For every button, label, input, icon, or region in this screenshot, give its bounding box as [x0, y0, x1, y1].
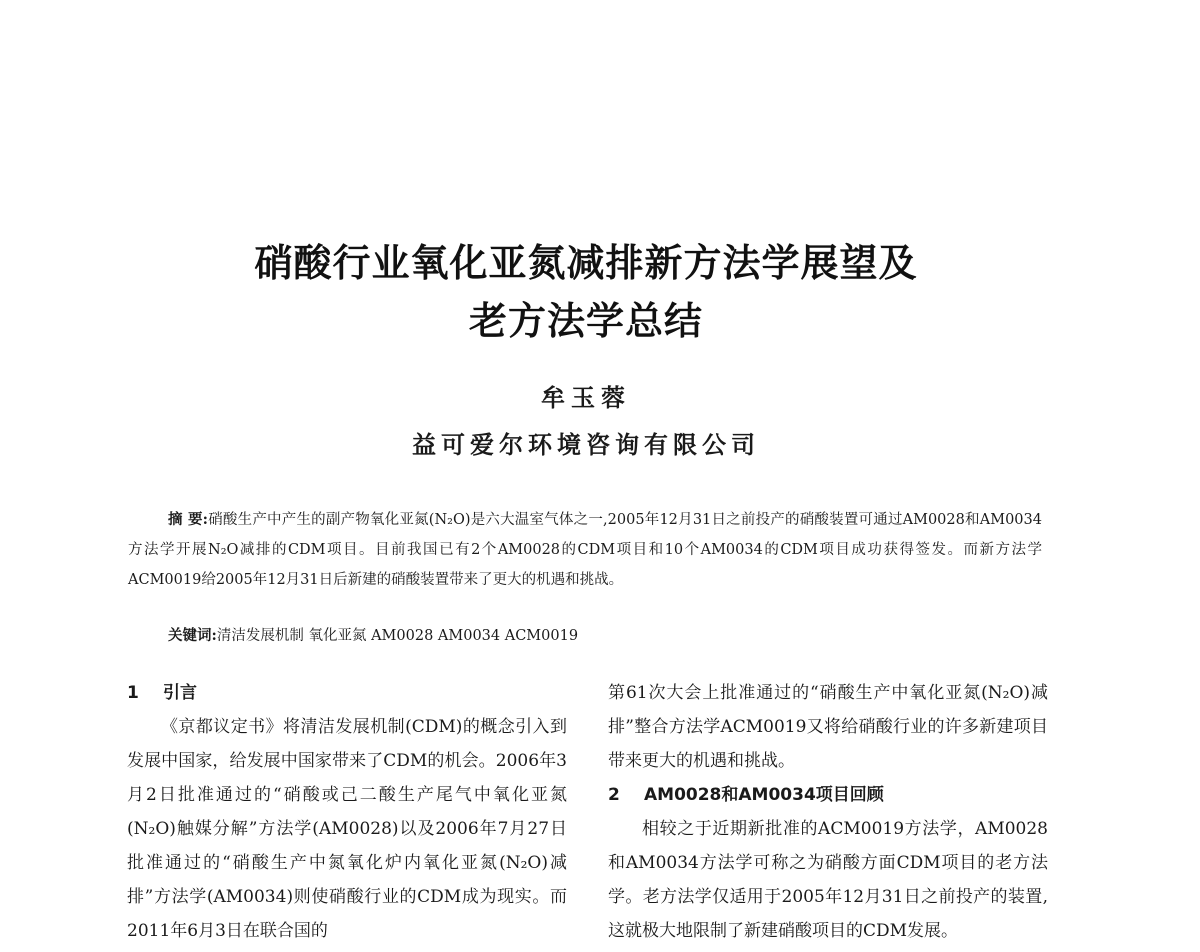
section-1-number: 1 — [127, 683, 139, 703]
keywords — [168, 622, 1042, 650]
abstract-text: 硝酸生产中产生的副产物氧化亚氮(N₂O)是六大温室气体之一,2005年12月31日之前投产的硝酸装置可通过AM0028和AM0034方法学开展N₂O减排的CDM项目。目前我国已有2个AM0028的CDM项目和10个AM0034的CDM项目成功获得签发。而新方法学ACM0019给2005年12月31日后新建的硝酸装置带来了更大的机遇和挑战。 — [128, 512, 1042, 588]
section-1-paragraph: 《京都议定书》将清洁发展机制(CDM)的概念引入到发展中国家，给发展中国家带来了CDM的机会。2006年3月2日批准通过的“硝酸或己二酸生产尾气中氧化亚氮(N₂O)触媒分解”方法学(AM0028)以及2006年7月27日批准通过的“硝酸生产中氮氧化炉内氧化亚氮(N₂O)减排”方法学(AM0034)则使硝酸行业的CDM成为现实。而2011年6月3日在联合国的 — [127, 717, 567, 941]
keywords-label: 关键词: — [168, 627, 217, 644]
section-2-heading — [608, 778, 1048, 812]
paper-title-line-2: 老方法学总结 — [468, 299, 703, 343]
keywords-text: 清洁发展机制 氧化亚氮 AM0028 AM0034 ACM0019 — [216, 628, 579, 644]
paper-title-line-1: 硝酸行业氧化亚氮减排新方法学展望及 — [254, 241, 918, 285]
left-column — [127, 676, 567, 948]
section-2-title: AM0028和AM0034项目回顾 — [644, 785, 884, 805]
section-2-paragraph: 相较之于近期新批准的ACM0019方法学，AM0028和AM0034方法学可称之为硝酸方面CDM项目的老方法学。老方法学仅适用于2005年12月31日之前投产的装置,这就极大地限制了新建硝酸项目的CDM发展。 — [608, 819, 1048, 941]
right-column — [608, 676, 1048, 948]
section-1-title: 引言 — [163, 683, 197, 703]
author-name: 牟玉蓉 — [541, 383, 631, 412]
section-1-continuation: 第61次大会上批准通过的“硝酸生产中氧化亚氮(N₂O)减排”整合方法学ACM0019又将给硝酸行业的许多新建项目带来更大的机遇和挑战。 — [608, 683, 1048, 771]
abstract-label: 摘 要: — [168, 511, 209, 528]
author-affiliation: 益可爱尔环境咨询有限公司 — [412, 430, 760, 459]
abstract — [128, 505, 1042, 595]
section-2-number: 2 — [608, 785, 620, 805]
section-1-heading — [127, 676, 567, 710]
